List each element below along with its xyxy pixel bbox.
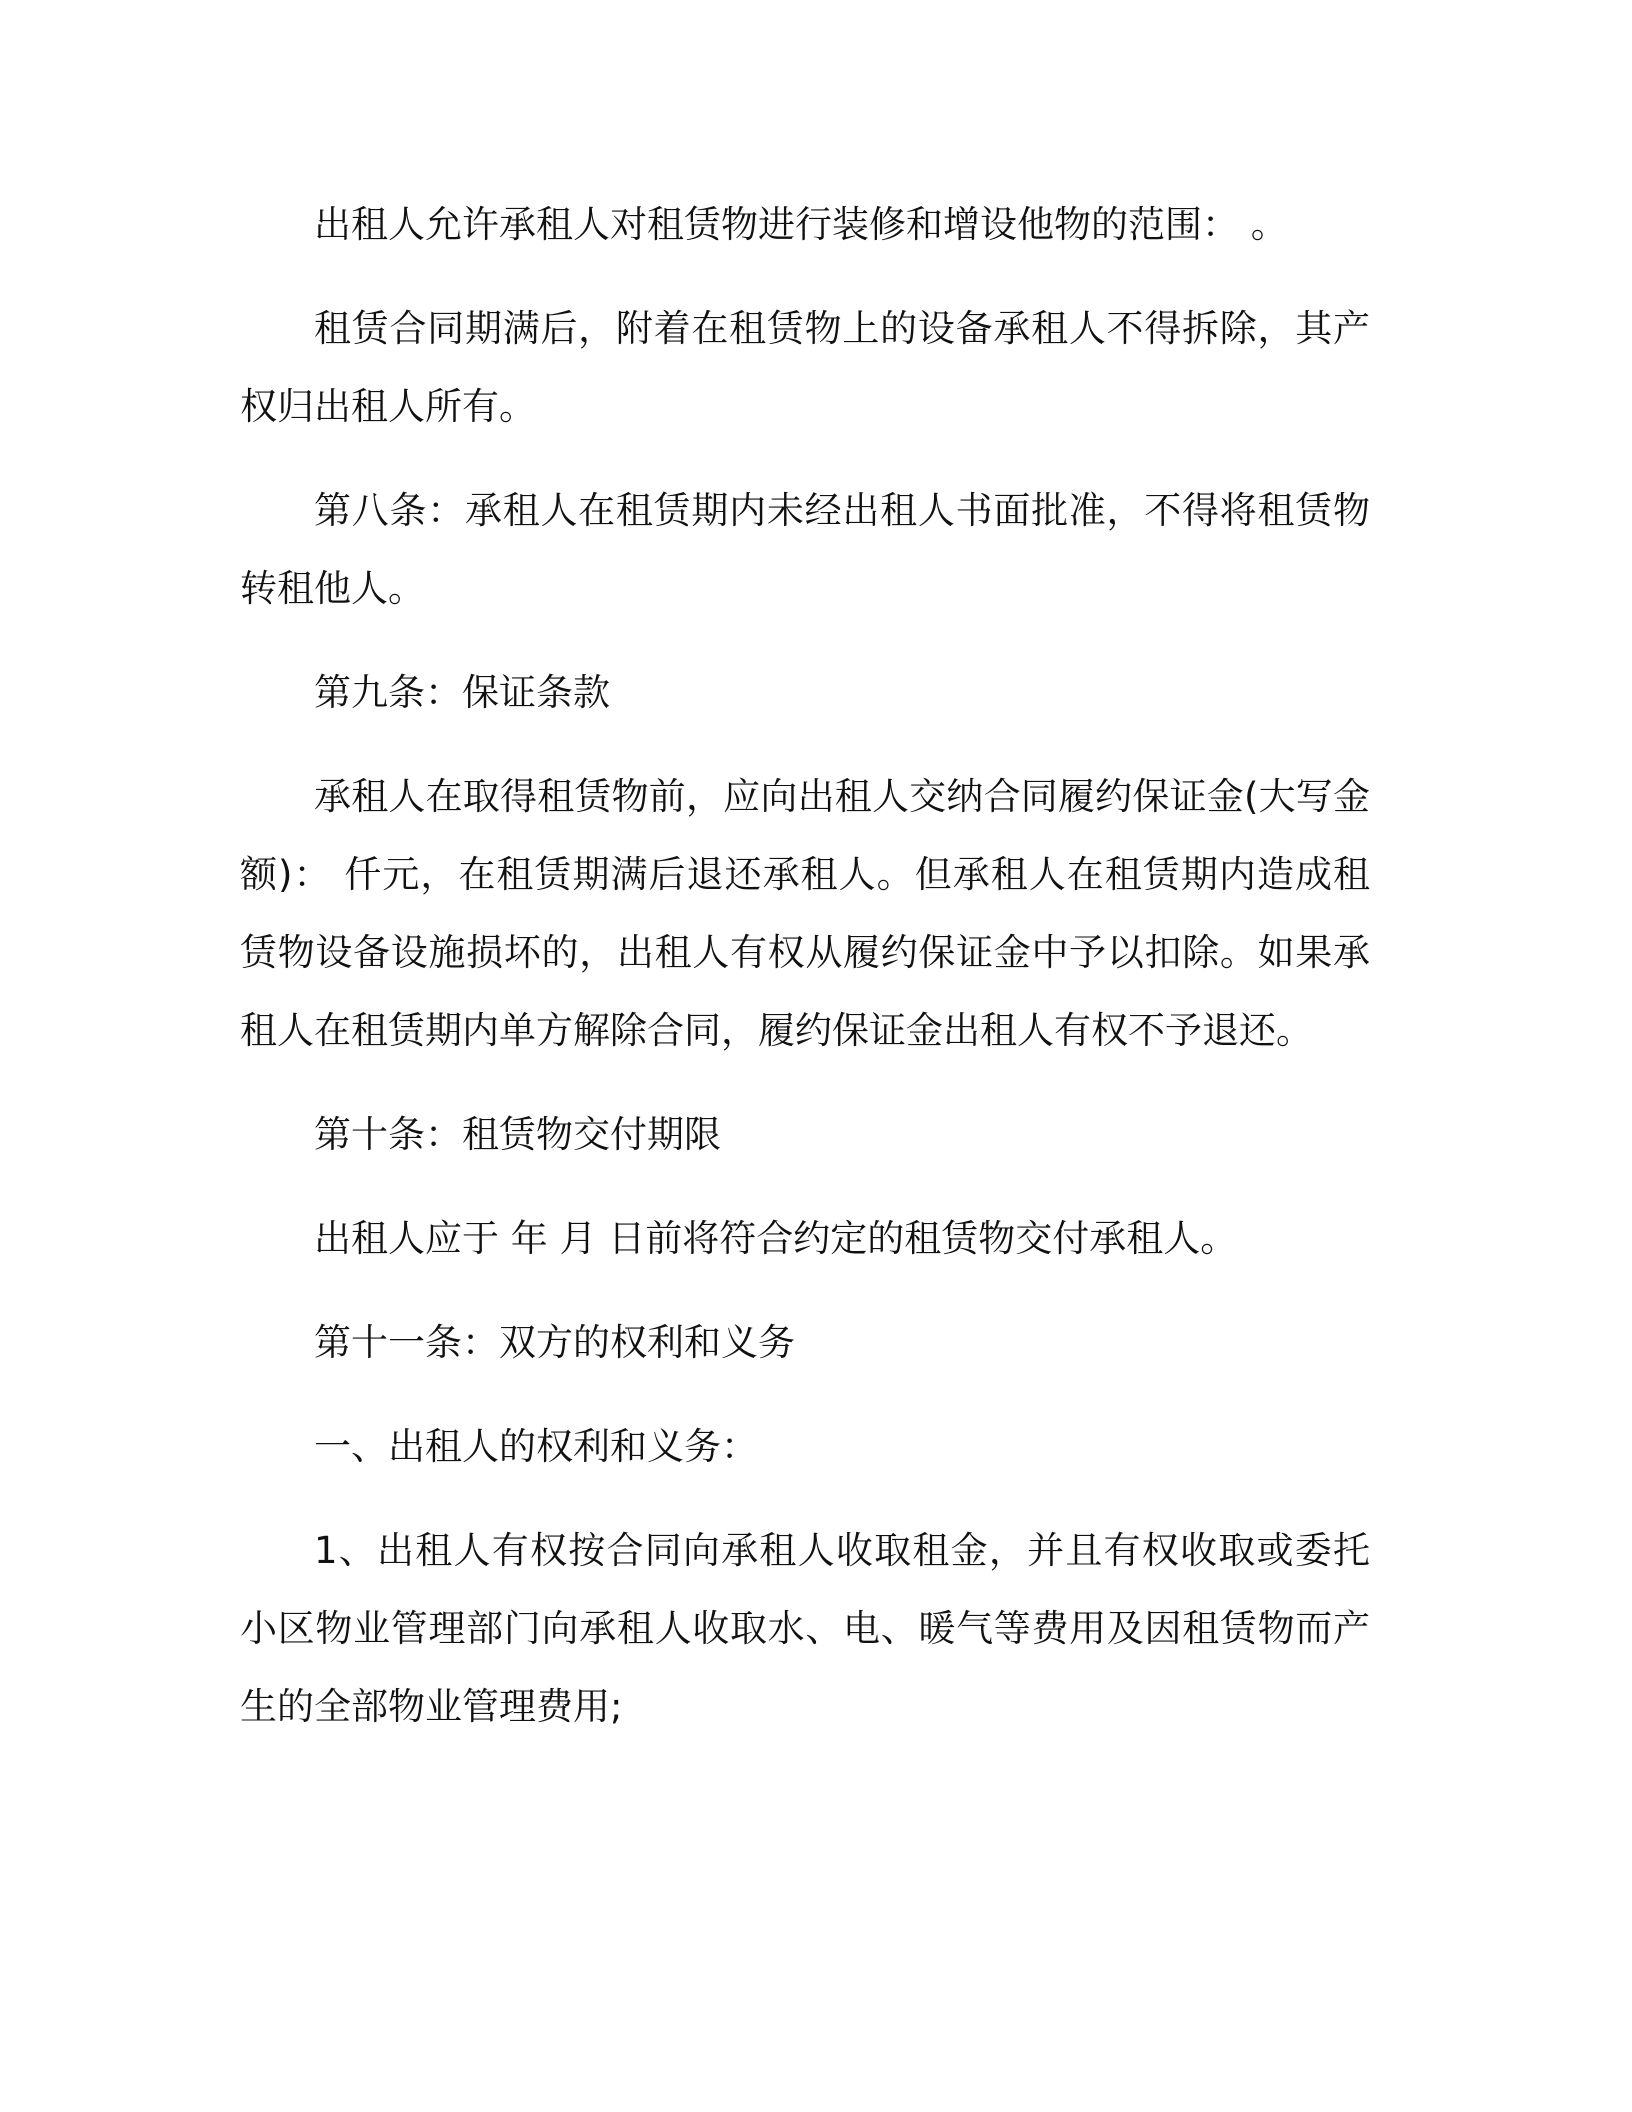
paragraph-equipment-ownership: 租赁合同期满后，附着在租赁物上的设备承租人不得拆除，其产权归出租人所有。 [240,307,1370,428]
paragraph-deposit-terms: 承租人在取得租赁物前，应向出租人交纳合同履约保证金(大写金额)： 仟元，在租赁期满后退还承租人。但承租人在租赁期内造成租赁物设备设施损坏的，出租人有权从履约保证金中予以扣除。如果承租人在租赁期内单方解除合同，履约保证金出租人有权不予退还。 [240,775,1370,1052]
heading-article-10: 第十条：租赁物交付期限 [314,1113,721,1156]
heading-article-9: 第九条：保证条款 [314,671,610,714]
paragraph-lessor-right-1: 1、出租人有权按合同向承租人收取租金，并且有权收取或委托小区物业管理部门向承租人收取水、电、暖气等费用及因租赁物而产生的全部物业管理费用; [240,1529,1370,1728]
document-body [240,186,1370,1746]
subheading-lessor-rights: 一、出租人的权利和义务： [314,1425,758,1468]
paragraph-decoration-scope: 出租人允许承租人对租赁物进行装修和增设他物的范围： 。 [314,203,1288,246]
paragraph-delivery-date: 出租人应于 年 月 日前将符合约定的租赁物交付承租人。 [314,1217,1238,1260]
heading-article-11: 第十一条：双方的权利和义务 [314,1321,795,1364]
paragraph-article-8: 第八条：承租人在租赁期内未经出租人书面批准，不得将租赁物转租他人。 [240,489,1370,610]
